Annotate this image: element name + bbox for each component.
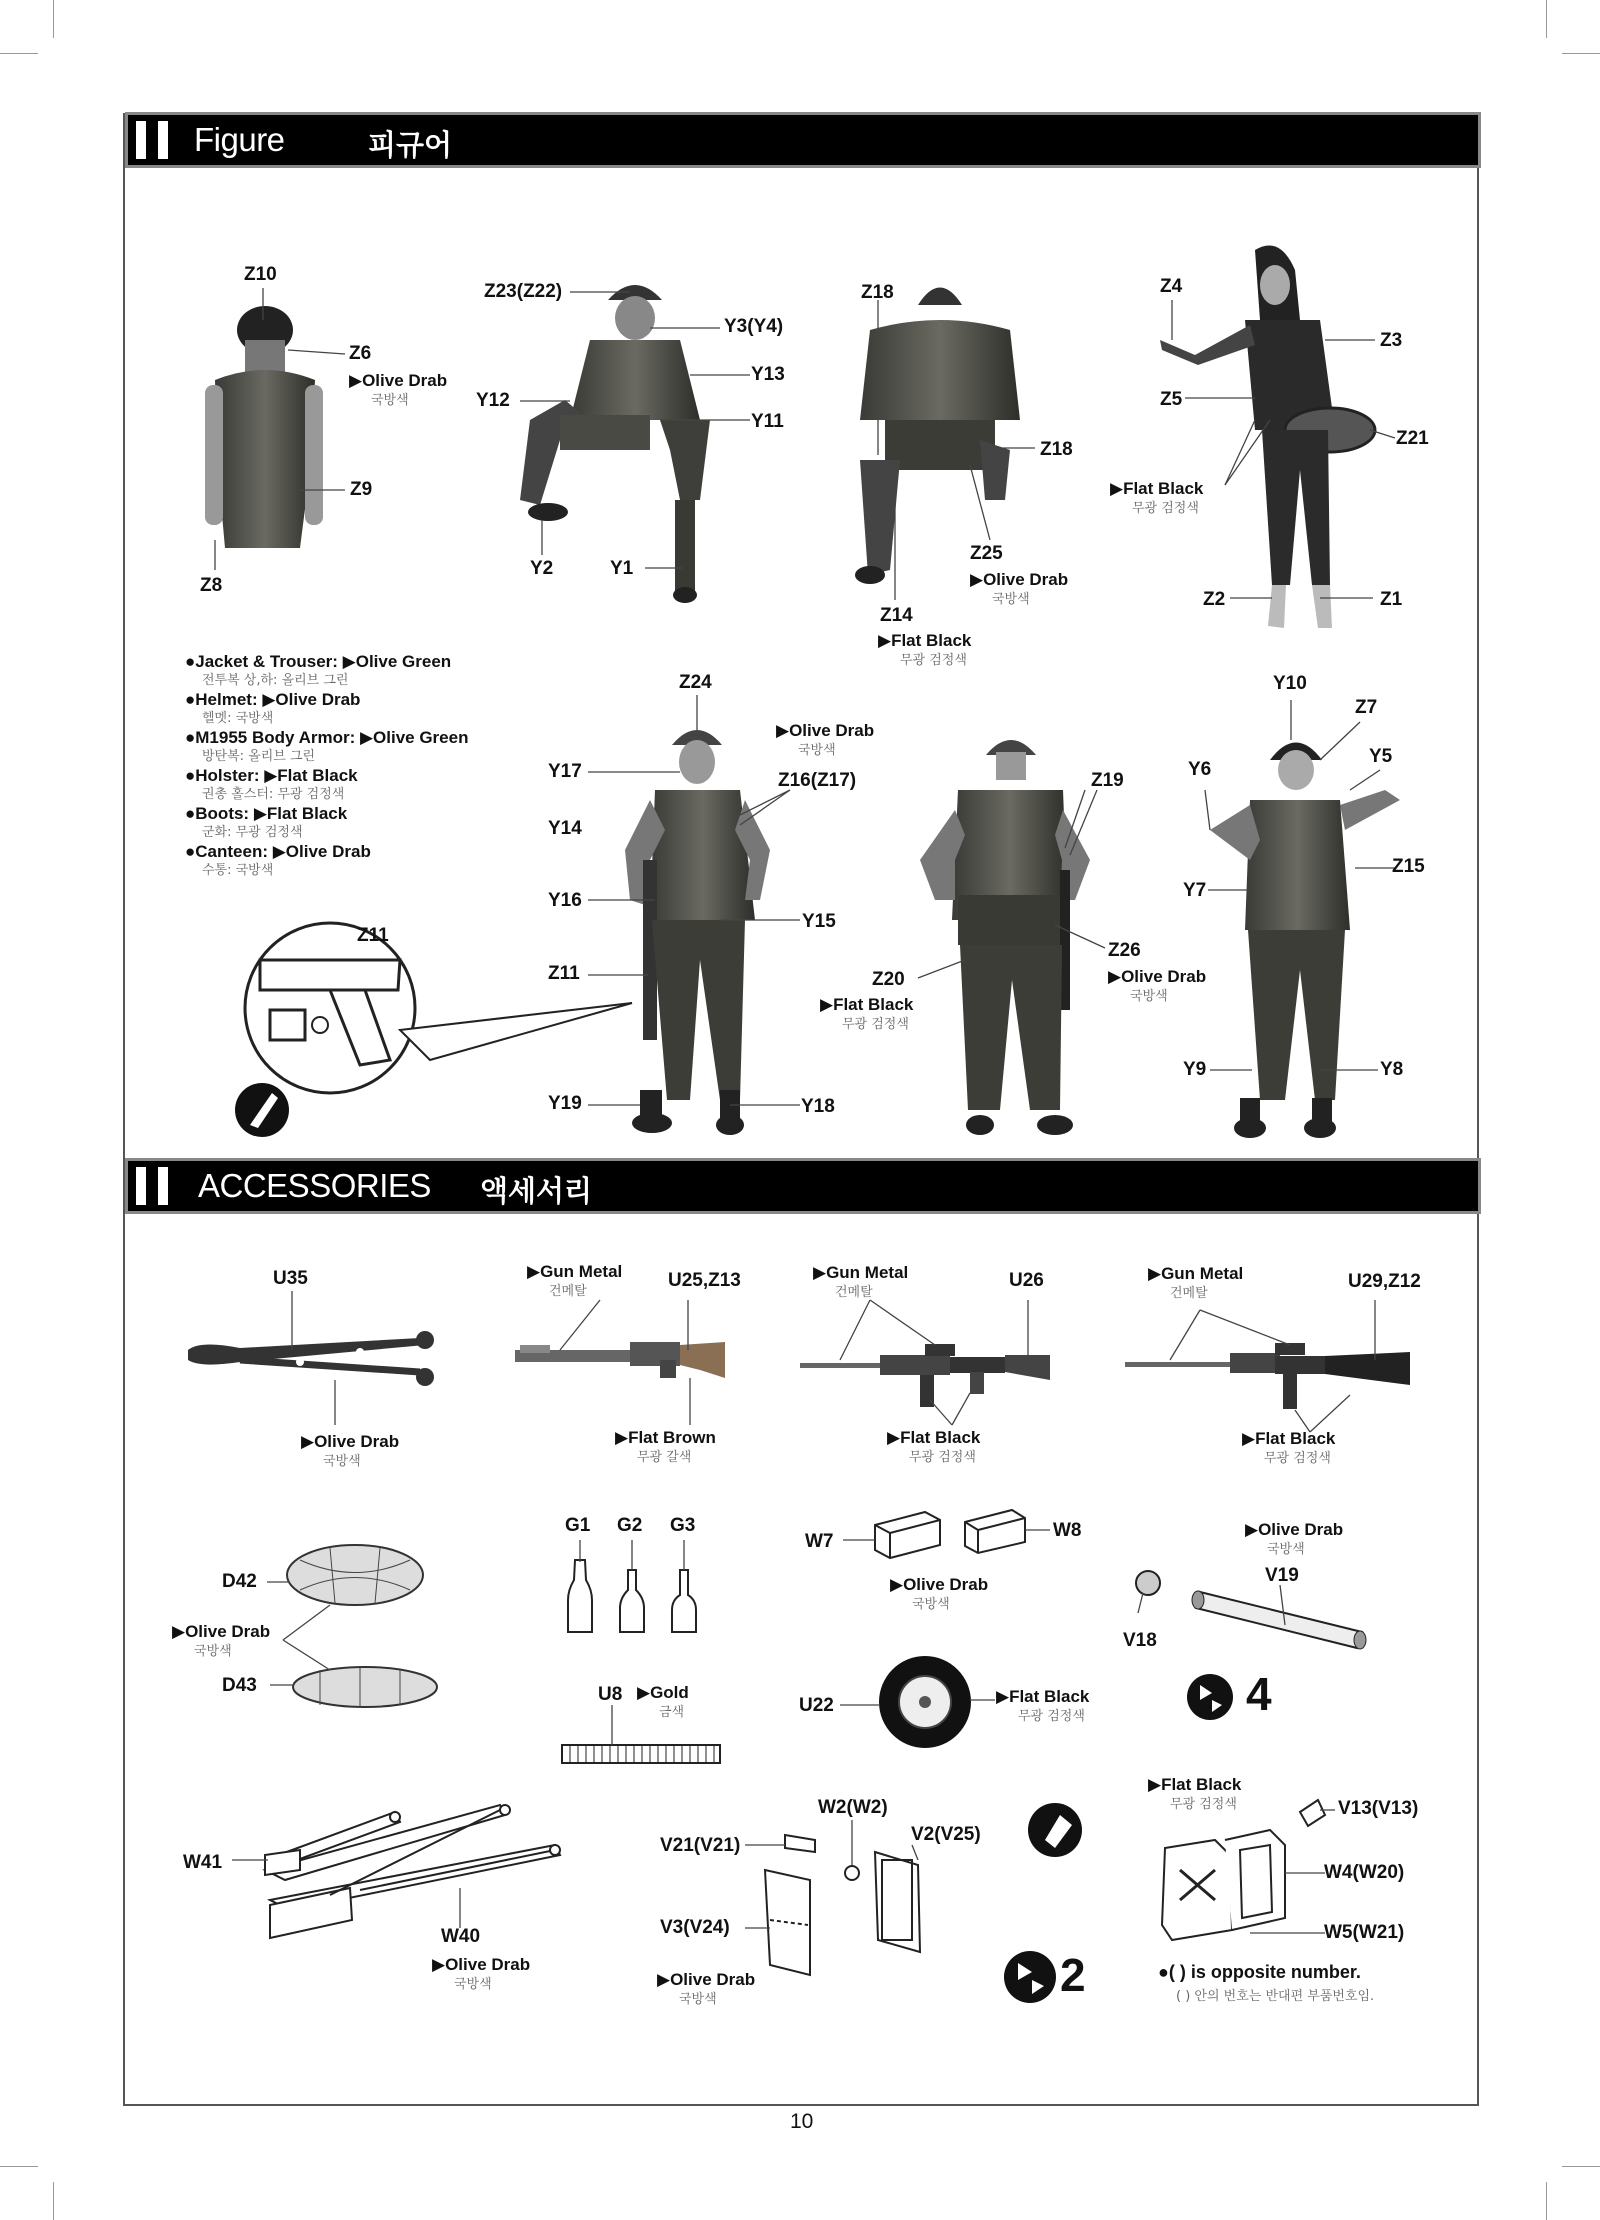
paint-flat-brown: ▶Flat Brown 무광 갈색 [615, 1428, 716, 1465]
part-label-z23: Z23(Z22) [484, 281, 563, 302]
paint-v3: ▶Olive Drab 국방색 [657, 1970, 756, 2007]
figure-title: Figure [194, 121, 285, 158]
part-label-z3: Z3 [1380, 330, 1403, 351]
part-label-z4: Z4 [1160, 276, 1183, 297]
part-label-z6: Z6 [349, 343, 372, 364]
paint-flat-black-3: ▶Flat Black 무광 검정색 [1242, 1429, 1336, 1466]
part-label-v13: V13(V13) [1338, 1798, 1419, 1819]
opposite-number-note: ●( ) is opposite number. ( ) 안의 번호는 반대편 부품번호임. [1158, 1962, 1375, 2004]
part-label-g1: G1 [565, 1515, 591, 1536]
part-label-w5: W5(W21) [1324, 1922, 1405, 1943]
part-label-y13: Y13 [751, 364, 785, 385]
rifle-u29 [1125, 1343, 1410, 1409]
part-label-w7: W7 [805, 1531, 834, 1552]
part-label-y9: Y9 [1183, 1059, 1207, 1080]
part-label-z24: Z24 [679, 672, 712, 693]
part-label-u35: U35 [273, 1268, 308, 1289]
part-label-z5: Z5 [1160, 389, 1183, 410]
part-label-z11-inset: Z11 [357, 925, 389, 946]
paint-w40: ▶Olive Drab 국방색 [432, 1955, 531, 1992]
part-label-y15: Y15 [802, 911, 836, 932]
paint-woman: ▶Flat Black 무광 검정색 [1110, 479, 1204, 516]
rifle-u25 [515, 1342, 725, 1378]
part-label-z25: Z25 [970, 543, 1003, 564]
part-label-y12: Y12 [476, 390, 510, 411]
page-number: 10 [790, 2110, 814, 2133]
part-label-u29: U29,Z12 [1348, 1271, 1421, 1292]
part-label-y7: Y7 [1183, 880, 1207, 901]
glue-step-2-icon [1004, 1951, 1056, 2003]
paint-z14: ▶Flat Black 무광 검정색 [878, 631, 972, 668]
part-label-v18: V18 [1123, 1630, 1157, 1651]
frame-w40-w41 [265, 1805, 560, 1938]
part-label-z26: Z26 [1108, 940, 1141, 961]
part-label-w41: W41 [183, 1852, 223, 1873]
part-label-y10: Y10 [1273, 673, 1307, 694]
paint-z20: ▶Flat Black 무광 검정색 [820, 995, 914, 1032]
ammo-belt-u8 [562, 1745, 720, 1763]
part-label-z20: Z20 [872, 969, 905, 990]
sleeping-bag-d43 [293, 1667, 437, 1707]
part-label-y14: Y14 [548, 818, 582, 839]
paint-z26: ▶Olive Drab 국방색 [1108, 967, 1207, 1004]
part-label-u25: U25,Z13 [668, 1270, 741, 1291]
part-label-w8: W8 [1053, 1520, 1082, 1541]
part-label-y17: Y17 [548, 761, 582, 782]
part-label-z8: Z8 [200, 575, 223, 596]
part-label-w4: W4(W20) [1324, 1862, 1405, 1883]
glue-step-2-number: 2 [1060, 1949, 1086, 2001]
jerry-can [1162, 1800, 1325, 1940]
part-label-g3: G3 [670, 1515, 696, 1536]
ammo-case-parts [765, 1835, 920, 1975]
part-label-y5: Y5 [1369, 746, 1393, 767]
paint-z6: ▶Olive Drab 국방색 [349, 371, 448, 408]
part-label-y2: Y2 [530, 558, 554, 579]
paint-u35: ▶Olive Drab 국방색 [301, 1432, 400, 1469]
wheel-u22 [879, 1656, 971, 1748]
part-label-v2: V2(V25) [911, 1824, 981, 1845]
part-label-y1: Y1 [610, 558, 634, 579]
part-label-y18: Y18 [801, 1096, 835, 1117]
part-label-w40: W40 [441, 1926, 481, 1947]
part-label-v21: V21(V21) [660, 1835, 741, 1856]
part-label-z19: Z19 [1091, 770, 1124, 791]
glue-step-4-number: 4 [1246, 1668, 1272, 1720]
part-label-z10: Z10 [244, 264, 277, 285]
part-label-u8: U8 [598, 1684, 623, 1705]
part-label-y6: Y6 [1188, 759, 1212, 780]
part-label-g2: G2 [617, 1515, 643, 1536]
part-label-d43: D43 [222, 1675, 257, 1696]
paint-jerry-can: ▶Flat Black 무광 검정색 [1148, 1775, 1242, 1812]
paint-z25: ▶Olive Drab 국방색 [970, 570, 1069, 607]
ammo-boxes [875, 1510, 1025, 1558]
part-label-y19: Y19 [548, 1093, 582, 1114]
part-label-z1: Z1 [1380, 589, 1403, 610]
part-label-z11: Z11 [548, 963, 580, 984]
paint-z16: ▶Olive Drab 국방색 [776, 721, 875, 758]
paint-flat-black-2: ▶Flat Black 무광 검정색 [887, 1428, 981, 1465]
paint-gunmetal-1: ▶Gun Metal 건메탈 [527, 1262, 623, 1299]
rifle-u26 [800, 1344, 1050, 1407]
sleeping-bag-d42 [287, 1545, 423, 1605]
paint-d42: ▶Olive Drab 국방색 [172, 1622, 271, 1659]
part-label-w2: W2(W2) [818, 1797, 888, 1818]
part-label-u22: U22 [799, 1695, 834, 1716]
part-label-z15: Z15 [1392, 856, 1425, 877]
part-label-z2: Z2 [1203, 589, 1226, 610]
part-label-z21: Z21 [1396, 428, 1429, 449]
paint-gunmetal-3: ▶Gun Metal 건메탈 [1148, 1264, 1244, 1301]
part-label-z16: Z16(Z17) [778, 770, 857, 791]
part-label-y8: Y8 [1380, 1059, 1404, 1080]
part-label-z14: Z14 [880, 605, 913, 626]
part-label-v19: V19 [1265, 1565, 1299, 1586]
accessories-title: ACCESSORIES [198, 1167, 431, 1204]
paint-ammo-boxes: ▶Olive Drab 국방색 [890, 1575, 989, 1612]
part-label-u26: U26 [1009, 1270, 1044, 1291]
part-label-y16: Y16 [548, 890, 582, 911]
paint-bottle-icon [1028, 1803, 1082, 1857]
part-label-v3: V3(V24) [660, 1917, 730, 1938]
bipod-part [188, 1331, 434, 1386]
paint-u22: ▶Flat Black 무광 검정색 [996, 1687, 1090, 1724]
part-label-z9: Z9 [350, 479, 373, 500]
glue-step-4-icon [1187, 1674, 1233, 1720]
paint-u8: ▶Gold 금색 [637, 1683, 689, 1720]
tube-v19 [1136, 1571, 1366, 1649]
part-label-z7: Z7 [1355, 697, 1378, 718]
bottles-g1-g3 [568, 1560, 696, 1632]
accessories-title-ko: 액세서리 [480, 1174, 593, 1208]
part-label-d42: D42 [222, 1571, 257, 1592]
figure-title-ko: 피규어 [368, 128, 453, 162]
part-label-z18-top: Z18 [861, 282, 894, 303]
paint-legend: ●Jacket & Trouser: ▶Olive Green 전투복 상,하: 올리브 그린 ●Helmet: ▶Olive Drab 헬멧: 국방색 ●M1955 Body Armor: ▶Olive Green 방탄복: 올리브 그린 ●Holster: ▶Flat Black 권총 홀스터: 무광 검정색 ●Boots: ▶Flat Black 군화: 무광 검정색 ●Canteen: ▶Olive Drab 수통: 국방색 [185, 652, 469, 878]
part-label-y11: Y11 [751, 411, 784, 432]
paint-gunmetal-2: ▶Gun Metal 건메탈 [813, 1263, 909, 1300]
paint-v19: ▶Olive Drab 국방색 [1245, 1520, 1344, 1557]
part-label-y3: Y3(Y4) [724, 316, 784, 337]
part-label-z18-right: Z18 [1040, 439, 1073, 460]
